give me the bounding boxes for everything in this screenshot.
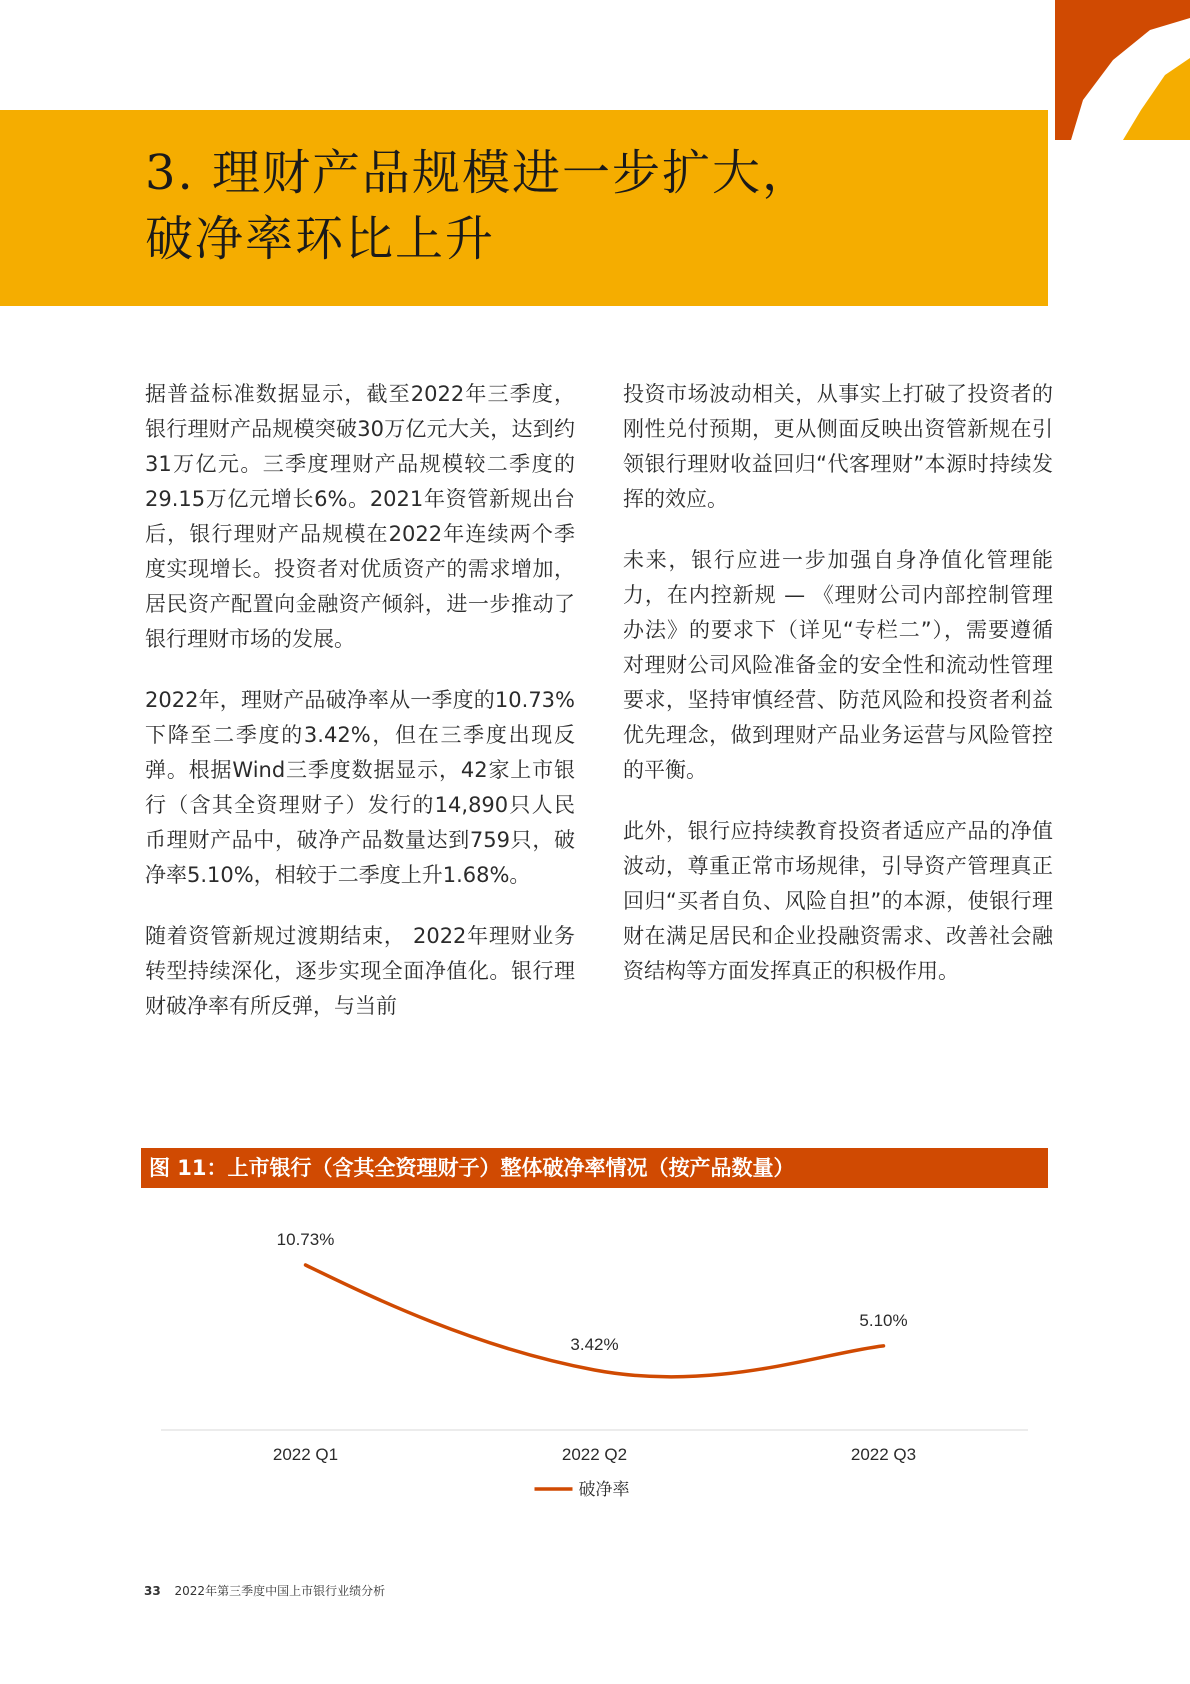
page-footer bbox=[144, 1582, 385, 1599]
paragraph: 随着资管新规过渡期结束， 2022年理财业务转型持续深化，逐步实现全面净值化。银行理财破净率有所反弹，与当前 bbox=[145, 924, 575, 1018]
x-tick-label: 2022 Q3 bbox=[850, 1445, 917, 1464]
x-tick-label: 2022 Q1 bbox=[272, 1445, 339, 1464]
paragraph: 2022年，理财产品破净率从一季度的10.73%下降至二季度的3.42%，但在三季度出现反弹。根据Wind三季度数据显示，42家上市银行（含其全资理财子）发行的14,890只人民币理财产品中，破净产品数量达到759只，破净率5.10%，相较于二季度上升1.68%。 bbox=[145, 688, 575, 887]
paragraph: 投资市场波动相关，从事实上打破了投资者的刚性兑付预期，更从侧面反映出资管新规在引领银行理财收益回归“代客理财”本源时持续发挥的效应。 bbox=[623, 382, 1053, 511]
x-tick-label: 2022 Q2 bbox=[561, 1445, 628, 1464]
paragraph: 未来，银行应进一步加强自身净值化管理能力，在内控新规 — 《理财公司内部控制管理办法》的要求下（详见“专栏二”），需要遵循对理财公司风险准备金的安全性和流动性管理要求，坚持审慎经营、防范风险和投资者利益优先理念，做到理财产品业务运营与风险管控的平衡。 bbox=[623, 548, 1053, 782]
paragraph: 此外，银行应持续教育投资者适应产品的净值波动，尊重正常市场规律，引导资产管理真正回归“买者自负、风险自担”的本源，使银行理财在满足居民和企业投融资需求、改善社会融资结构等方面发挥真正的积极作用。 bbox=[623, 819, 1053, 983]
corner-decoration bbox=[1045, 0, 1190, 140]
section-title-line-2: 破净率环比上升 bbox=[145, 211, 496, 267]
right-column bbox=[623, 377, 1053, 1015]
paragraph: 据普益标准数据显示，截至2022年三季度，银行理财产品规模突破30万亿元大关，达到约31万亿元。三季度理财产品规模较二季度的29.15万亿元增长6%。2021年资管新规出台后，银行理财产品规模在2022年连续两个季度实现增长。投资者对优质资产的需求增加，居民资产配置向金融资产倾斜，进一步推动了银行理财市场的发展。 bbox=[145, 382, 575, 651]
data-label: 3.42% bbox=[570, 1335, 619, 1354]
left-column bbox=[145, 377, 575, 1050]
data-label: 10.73% bbox=[276, 1230, 335, 1249]
page-number: 33 bbox=[144, 1584, 161, 1598]
figure-title: 图 11：上市银行（含其全资理财子）整体破净率情况（按产品数量） bbox=[141, 1148, 1048, 1188]
line-chart bbox=[141, 1200, 1048, 1520]
section-title bbox=[145, 140, 812, 272]
section-title-line-1: 3. 理财产品规模进一步扩大， bbox=[145, 145, 813, 201]
legend-label: 破净率 bbox=[578, 1480, 630, 1500]
data-label: 5.10% bbox=[859, 1310, 908, 1330]
series-line-破净率 bbox=[306, 1265, 884, 1377]
report-title: 2022年第三季度中国上市银行业绩分析 bbox=[174, 1584, 386, 1598]
